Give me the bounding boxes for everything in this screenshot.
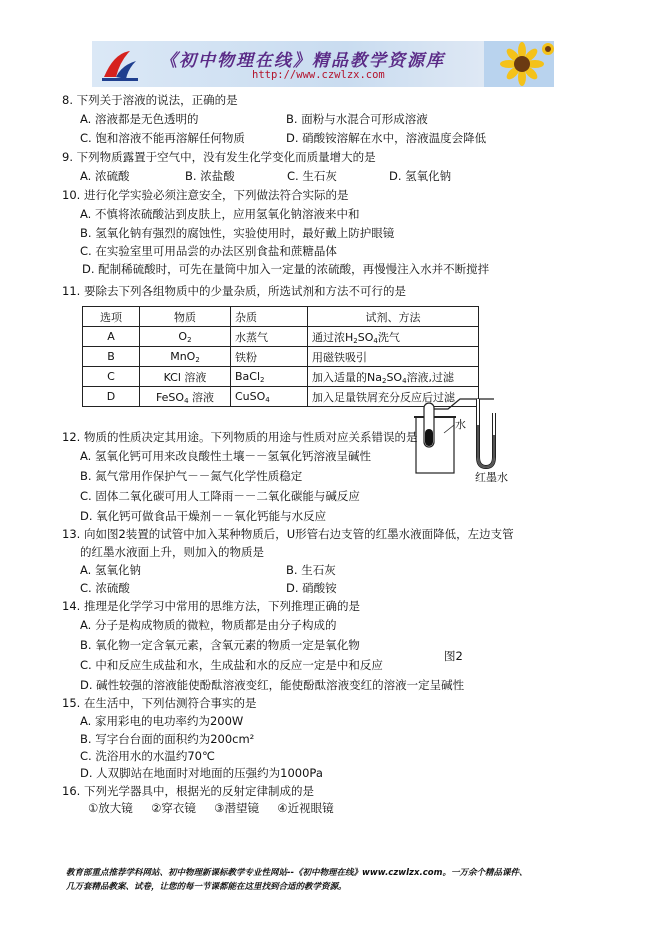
q9-option-a: A. 浓硫酸 bbox=[80, 169, 130, 183]
table-row bbox=[83, 327, 479, 347]
row-substance bbox=[140, 347, 231, 367]
impurity-text: BaCl bbox=[235, 369, 261, 383]
q13-option-d: D. 硝酸铵 bbox=[286, 581, 337, 595]
header-impurity: 杂质 bbox=[231, 307, 308, 327]
q14-option-a: A. 分子是构成物质的微粒，物质都是由分子构成的 bbox=[80, 618, 337, 632]
row-option: D bbox=[83, 387, 140, 407]
q13-option-b: B. 生石灰 bbox=[286, 563, 336, 577]
q14-option-d: D. 碱性较强的溶液能使酚酞溶液变红，能使酚酞溶液变红的溶液一定呈碱性 bbox=[80, 678, 465, 692]
table-header-row bbox=[83, 307, 479, 327]
q13-stem-line1: 13. 向如图2装置的试管中加入某种物质后，U形管右边支管的红墨水液面降低，左边支管 bbox=[62, 527, 514, 541]
row-impurity bbox=[231, 387, 308, 407]
q8-option-c: C. 饱和溶液不能再溶解任何物质 bbox=[80, 131, 245, 145]
q8-stem: 8. 下列关于溶液的说法，正确的是 bbox=[62, 93, 238, 107]
row-substance: KCl 溶液 bbox=[140, 367, 231, 387]
q9-option-d: D. 氢氧化钠 bbox=[389, 169, 452, 183]
sunflower-icon bbox=[484, 41, 554, 87]
reagent-text: 洗气 bbox=[377, 330, 400, 344]
row-reagent: 加入足量铁屑充分反应后过滤 bbox=[308, 387, 479, 407]
q12-option-a: A. 氢氧化钙可用来改良酸性土壤－－氢氧化钙溶液呈碱性 bbox=[80, 449, 371, 463]
q13-option-c: C. 浓硫酸 bbox=[80, 581, 130, 595]
q12-stem: 12. 物质的性质决定其用途。下列物质的用途与性质对应关系错误的是 bbox=[62, 430, 418, 444]
row-option: B bbox=[83, 347, 140, 367]
impurity-text: CuSO bbox=[235, 389, 266, 403]
table-row bbox=[83, 347, 479, 367]
q11-stem: 11. 要除去下列各组物质中的少量杂质，所选试剂和方法不可行的是 bbox=[62, 284, 406, 298]
subscript: 2 bbox=[195, 355, 200, 364]
row-reagent: 用磁铁吸引 bbox=[308, 347, 479, 367]
reagent-text: 加入适量的Na bbox=[312, 370, 382, 384]
page-footer bbox=[66, 866, 606, 894]
q14-stem: 14. 推理是化学学习中常用的思维方法，下列推理正确的是 bbox=[62, 599, 360, 613]
reagent-text: 通过浓H bbox=[312, 330, 354, 344]
q12-option-d: D. 氧化钙可做食品干燥剂－－氧化钙能与水反应 bbox=[80, 509, 327, 523]
header-option: 选项 bbox=[83, 307, 140, 327]
q15-option-c: C. 洗浴用水的水温约70℃ bbox=[80, 749, 215, 763]
q16-options: ①放大镜 ②穿衣镜 ③潜望镜 ④近视眼镜 bbox=[88, 801, 334, 815]
q9-option-c: C. 生石灰 bbox=[287, 169, 337, 183]
figure-ink-label: 红墨水 bbox=[475, 471, 508, 484]
banner-title: 《初中物理在线》精品教学资源库 bbox=[160, 51, 445, 71]
figure-caption: 图2 bbox=[444, 649, 463, 663]
row-impurity: 水蒸气 bbox=[231, 327, 308, 347]
subscript: 4 bbox=[402, 376, 407, 385]
substance-text: O bbox=[178, 329, 188, 343]
reagent-text: 溶液,过滤 bbox=[406, 370, 455, 384]
q12-option-c: C. 固体二氧化碳可用人工降雨－－二氧化碳能与碱反应 bbox=[80, 489, 360, 503]
q14-option-c: C. 中和反应生成盐和水，生成盐和水的反应一定是中和反应 bbox=[80, 658, 383, 672]
q10-option-a: A. 不慎将浓硫酸沾到皮肤上，应用氢氧化钠溶液来中和 bbox=[80, 207, 360, 221]
q10-option-c: C. 在实验室里可用品尝的办法区别食盐和蔗糖晶体 bbox=[80, 244, 337, 258]
q15-option-b: B. 写字台台面的面积约为200cm² bbox=[80, 732, 255, 746]
footer-line-1: 教育部重点推荐学科网站、初中物理新课标教学专业性网站--《初中物理在线》www.czwlzx.com。一万余个精品课件、 bbox=[66, 868, 528, 878]
row-impurity: 铁粉 bbox=[231, 347, 308, 367]
substance-text: 溶液 bbox=[188, 390, 215, 404]
q10-option-d: D. 配制稀硫酸时，可先在量筒中加入一定量的浓硫酸，再慢慢注入水并不断搅拌 bbox=[82, 262, 490, 276]
subscript: 2 bbox=[187, 335, 192, 344]
header-banner bbox=[92, 41, 554, 87]
q8-option-a: A. 溶液都是无色透明的 bbox=[80, 112, 199, 126]
header-reagent: 试剂、方法 bbox=[308, 307, 479, 327]
header-substance: 物质 bbox=[140, 307, 231, 327]
row-substance bbox=[140, 327, 231, 347]
table-row bbox=[83, 367, 479, 387]
row-reagent bbox=[308, 327, 479, 347]
site-logo-icon bbox=[100, 47, 140, 83]
q14-option-b: B. 氧化物一定含氧元素，含氧元素的物质一定是氧化物 bbox=[80, 638, 360, 652]
figure-water-label: 水 bbox=[455, 418, 466, 431]
substance-text: MnO bbox=[170, 349, 196, 363]
q13-option-a: A. 氢氧化钠 bbox=[80, 563, 141, 577]
subscript: 2 bbox=[381, 376, 387, 385]
subscript: 4 bbox=[373, 336, 378, 345]
row-impurity bbox=[231, 367, 308, 387]
row-substance bbox=[140, 387, 231, 407]
q11-table bbox=[82, 306, 479, 407]
subscript: 2 bbox=[260, 375, 265, 384]
q10-stem: 10. 进行化学实验必须注意安全，下列做法符合实际的是 bbox=[62, 188, 349, 202]
q16-stem: 16. 下列光学器具中，根据光的反射定律制成的是 bbox=[62, 784, 314, 798]
subscript: 4 bbox=[184, 396, 189, 405]
subscript: 2 bbox=[353, 336, 358, 345]
row-option: A bbox=[83, 327, 140, 347]
q10-option-b: B. 氢氧化钠有强烈的腐蚀性，实验使用时，最好戴上防护眼镜 bbox=[80, 226, 395, 240]
footer-line-2: 几万套精品教案、试卷，让您的每一节课都能在这里找到合适的教学资源。 bbox=[66, 882, 347, 892]
q9-stem: 9. 下列物质露置于空气中，没有发生化学变化而质量增大的是 bbox=[62, 150, 376, 164]
reagent-text: SO bbox=[386, 370, 403, 384]
q8-option-d: D. 硝酸铵溶解在水中，溶液温度会降低 bbox=[286, 131, 487, 145]
row-option: C bbox=[83, 367, 140, 387]
substance-text: FeSO bbox=[155, 390, 185, 404]
subscript: 4 bbox=[265, 395, 270, 404]
q13-stem-line2: 的红墨水液面上升，则加入的物质是 bbox=[80, 545, 264, 559]
q12-option-b: B. 氮气常用作保护气－－氮气化学性质稳定 bbox=[80, 469, 303, 483]
q15-option-d: D. 人双脚站在地面时对地面的压强约为1000Pa bbox=[80, 766, 323, 780]
reagent-text: SO bbox=[357, 330, 374, 344]
banner-url[interactable]: http://www.czwlzx.com bbox=[252, 69, 385, 81]
q15-stem: 15. 在生活中，下列估测符合事实的是 bbox=[62, 696, 257, 710]
q15-option-a: A. 家用彩电的电功率约为200W bbox=[80, 714, 244, 728]
q8-option-b: B. 面粉与水混合可形成溶液 bbox=[286, 112, 428, 126]
q9-option-b: B. 浓盐酸 bbox=[185, 169, 235, 183]
row-reagent bbox=[308, 367, 479, 387]
